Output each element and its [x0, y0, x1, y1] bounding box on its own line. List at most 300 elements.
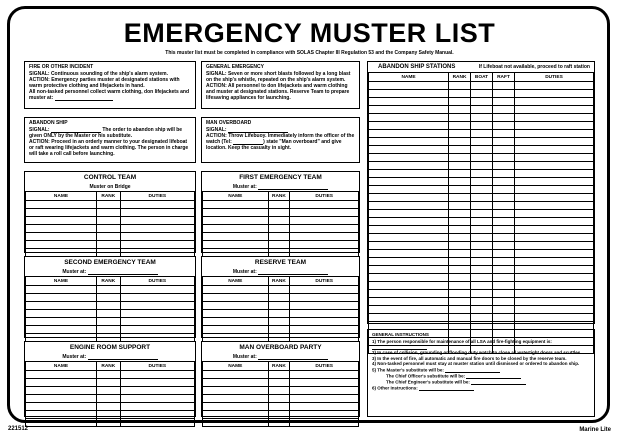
table-cell[interactable] [471, 250, 493, 258]
table-row [203, 233, 359, 241]
team-title: ENGINE ROOM SUPPORT [69, 344, 151, 351]
table-cell[interactable] [449, 170, 471, 178]
table-cell[interactable] [471, 114, 493, 122]
table-cell[interactable] [515, 138, 594, 146]
table-cell[interactable] [493, 226, 515, 234]
table-cell[interactable] [493, 130, 515, 138]
table-cell[interactable] [203, 419, 269, 427]
table-cell[interactable] [493, 186, 515, 194]
table-cell[interactable] [449, 90, 471, 98]
table-cell[interactable] [369, 314, 449, 322]
table-cell[interactable] [268, 294, 290, 302]
table-cell[interactable] [515, 218, 594, 226]
team-muster-field[interactable] [88, 269, 158, 275]
table-cell[interactable] [515, 146, 594, 154]
table-cell[interactable] [96, 294, 120, 302]
team-title: MAN OVERBOARD PARTY [239, 344, 322, 351]
table-cell[interactable] [369, 114, 449, 122]
table-cell[interactable] [120, 201, 194, 209]
table-cell[interactable] [96, 286, 120, 294]
team-col-rank: RANK [268, 277, 290, 286]
table-cell[interactable] [96, 217, 120, 225]
table-cell[interactable] [290, 419, 359, 427]
table-cell[interactable] [268, 241, 290, 249]
table-cell[interactable] [515, 186, 594, 194]
table-cell[interactable] [26, 286, 97, 294]
table-cell[interactable] [96, 395, 120, 403]
table-cell[interactable] [26, 419, 97, 427]
table-cell[interactable] [203, 395, 269, 403]
table-cell[interactable] [120, 310, 194, 318]
table-cell[interactable] [515, 282, 594, 290]
table-cell[interactable] [515, 314, 594, 322]
table-cell[interactable] [471, 258, 493, 266]
table-cell[interactable] [515, 162, 594, 170]
table-cell[interactable] [515, 210, 594, 218]
table-cell[interactable] [369, 194, 449, 202]
table-cell[interactable] [26, 371, 97, 379]
table-cell[interactable] [471, 194, 493, 202]
table-cell[interactable] [471, 290, 493, 298]
table-cell[interactable] [449, 186, 471, 194]
table-cell[interactable] [493, 234, 515, 242]
table-cell[interactable] [471, 130, 493, 138]
table-row [203, 387, 359, 395]
table-cell[interactable] [268, 310, 290, 318]
table-cell[interactable] [493, 298, 515, 306]
table-cell[interactable] [515, 266, 594, 274]
table-cell[interactable] [449, 234, 471, 242]
table-cell[interactable] [120, 209, 194, 217]
table-cell[interactable] [471, 298, 493, 306]
table-cell[interactable] [515, 106, 594, 114]
table-cell[interactable] [96, 411, 120, 419]
table-cell[interactable] [369, 242, 449, 250]
instruction-field[interactable] [419, 385, 474, 391]
table-cell[interactable] [268, 371, 290, 379]
table-cell[interactable] [290, 310, 359, 318]
table-cell[interactable] [471, 138, 493, 146]
table-cell[interactable] [471, 122, 493, 130]
table-row [26, 233, 195, 241]
table-row [203, 201, 359, 209]
table-cell[interactable] [449, 162, 471, 170]
table-cell[interactable] [471, 186, 493, 194]
table-cell[interactable] [369, 226, 449, 234]
table-cell[interactable] [369, 146, 449, 154]
table-cell[interactable] [290, 294, 359, 302]
table-cell[interactable] [369, 122, 449, 130]
table-cell[interactable] [515, 226, 594, 234]
table-cell[interactable] [471, 234, 493, 242]
table-cell[interactable] [493, 282, 515, 290]
table-cell[interactable] [120, 318, 194, 326]
table-cell[interactable] [449, 202, 471, 210]
table-cell[interactable] [268, 326, 290, 334]
table-cell[interactable] [515, 170, 594, 178]
general-instructions-box [367, 329, 595, 417]
table-cell[interactable] [515, 306, 594, 314]
table-cell[interactable] [449, 218, 471, 226]
table-cell[interactable] [471, 202, 493, 210]
table-cell[interactable] [290, 302, 359, 310]
instruction-field[interactable] [471, 379, 526, 385]
table-cell[interactable] [120, 371, 194, 379]
table-cell[interactable] [471, 218, 493, 226]
table-cell[interactable] [515, 194, 594, 202]
table-cell[interactable] [290, 326, 359, 334]
table-cell[interactable] [26, 387, 97, 395]
table-cell[interactable] [203, 310, 269, 318]
table-cell[interactable] [493, 146, 515, 154]
table-cell[interactable] [515, 154, 594, 162]
table-cell[interactable] [96, 379, 120, 387]
table-row [26, 403, 195, 411]
table-cell[interactable] [449, 266, 471, 274]
table-cell[interactable] [26, 225, 97, 233]
table-cell[interactable] [290, 371, 359, 379]
table-cell[interactable] [515, 178, 594, 186]
table-cell[interactable] [120, 294, 194, 302]
team-muster [202, 354, 359, 360]
table-cell[interactable] [268, 411, 290, 419]
table-cell[interactable] [120, 411, 194, 419]
table-cell[interactable] [26, 209, 97, 217]
table-cell[interactable] [493, 162, 515, 170]
team-muster-field[interactable] [258, 269, 328, 275]
table-cell[interactable] [471, 82, 493, 90]
table-cell[interactable] [471, 162, 493, 170]
table-cell[interactable] [203, 302, 269, 310]
table-cell[interactable] [471, 146, 493, 154]
table-cell[interactable] [268, 302, 290, 310]
table-cell[interactable] [449, 194, 471, 202]
team-muster-field[interactable] [258, 184, 328, 190]
table-cell[interactable] [369, 266, 449, 274]
table-cell[interactable] [26, 379, 97, 387]
table-cell[interactable] [515, 122, 594, 130]
table-cell[interactable] [26, 403, 97, 411]
table-cell[interactable] [515, 242, 594, 250]
table-cell[interactable] [471, 170, 493, 178]
table-cell[interactable] [369, 202, 449, 210]
table-cell[interactable] [449, 290, 471, 298]
table-cell[interactable] [449, 146, 471, 154]
table-cell[interactable] [493, 178, 515, 186]
table-cell[interactable] [449, 154, 471, 162]
table-cell[interactable] [493, 114, 515, 122]
table-cell[interactable] [449, 114, 471, 122]
table-cell[interactable] [26, 201, 97, 209]
table-cell[interactable] [203, 318, 269, 326]
table-cell[interactable] [96, 318, 120, 326]
table-cell[interactable] [96, 387, 120, 395]
table-cell[interactable] [369, 98, 449, 106]
table-cell[interactable] [449, 226, 471, 234]
table-cell[interactable] [96, 241, 120, 249]
table-cell[interactable] [515, 130, 594, 138]
table-cell[interactable] [120, 379, 194, 387]
table-cell[interactable] [203, 217, 269, 225]
table-cell[interactable] [203, 201, 269, 209]
team-table [25, 276, 195, 342]
table-cell[interactable] [471, 242, 493, 250]
table-cell[interactable] [290, 379, 359, 387]
table-cell[interactable] [369, 130, 449, 138]
engine-room-support-box [24, 341, 196, 417]
table-row [369, 234, 594, 242]
table-cell[interactable] [471, 274, 493, 282]
table-cell[interactable] [96, 310, 120, 318]
table-cell[interactable] [290, 241, 359, 249]
table-cell[interactable] [493, 306, 515, 314]
table-cell[interactable] [268, 403, 290, 411]
table-cell[interactable] [449, 98, 471, 106]
table-cell[interactable] [369, 178, 449, 186]
team-table [202, 361, 359, 427]
table-cell[interactable] [26, 326, 97, 334]
table-cell[interactable] [369, 138, 449, 146]
table-cell[interactable] [493, 170, 515, 178]
table-cell[interactable] [493, 242, 515, 250]
table-row [26, 379, 195, 387]
team-col-duties: DUTIES [290, 362, 359, 371]
table-cell[interactable] [449, 258, 471, 266]
table-cell[interactable] [493, 194, 515, 202]
table-cell[interactable] [369, 258, 449, 266]
table-cell[interactable] [26, 318, 97, 326]
table-cell[interactable] [493, 250, 515, 258]
table-cell[interactable] [493, 218, 515, 226]
table-cell[interactable] [26, 294, 97, 302]
table-cell[interactable] [493, 290, 515, 298]
table-cell[interactable] [290, 286, 359, 294]
table-cell[interactable] [120, 217, 194, 225]
table-cell[interactable] [26, 395, 97, 403]
team-title: CONTROL TEAM [83, 174, 137, 181]
table-cell[interactable] [290, 387, 359, 395]
table-cell[interactable] [471, 154, 493, 162]
table-cell[interactable] [471, 106, 493, 114]
table-cell[interactable] [369, 234, 449, 242]
table-cell[interactable] [515, 298, 594, 306]
table-cell[interactable] [493, 258, 515, 266]
table-cell[interactable] [471, 210, 493, 218]
table-cell[interactable] [96, 302, 120, 310]
table-cell[interactable] [120, 233, 194, 241]
table-cell[interactable] [203, 379, 269, 387]
table-cell[interactable] [471, 282, 493, 290]
table-cell[interactable] [26, 241, 97, 249]
table-cell[interactable] [268, 395, 290, 403]
table-row [26, 209, 195, 217]
table-cell[interactable] [369, 218, 449, 226]
table-cell[interactable] [493, 274, 515, 282]
table-cell[interactable] [96, 201, 120, 209]
table-cell[interactable] [369, 290, 449, 298]
table-cell[interactable] [26, 411, 97, 419]
team-muster-field[interactable] [88, 354, 158, 360]
table-cell[interactable] [369, 210, 449, 218]
table-cell[interactable] [290, 233, 359, 241]
table-cell[interactable] [493, 210, 515, 218]
table-cell[interactable] [449, 298, 471, 306]
table-cell[interactable] [493, 98, 515, 106]
table-cell[interactable] [268, 209, 290, 217]
table-cell[interactable] [290, 395, 359, 403]
table-cell[interactable] [203, 326, 269, 334]
table-cell[interactable] [493, 138, 515, 146]
table-cell[interactable] [369, 250, 449, 258]
table-cell[interactable] [493, 154, 515, 162]
table-cell[interactable] [96, 209, 120, 217]
table-cell[interactable] [493, 106, 515, 114]
table-cell[interactable] [471, 306, 493, 314]
table-cell[interactable] [449, 250, 471, 258]
table-cell[interactable] [120, 225, 194, 233]
table-cell[interactable] [96, 225, 120, 233]
table-cell[interactable] [493, 314, 515, 322]
table-cell[interactable] [290, 403, 359, 411]
table-cell[interactable] [471, 266, 493, 274]
table-cell[interactable] [203, 294, 269, 302]
team-muster-label: Muster at: [232, 354, 257, 360]
table-cell[interactable] [449, 178, 471, 186]
table-cell[interactable] [493, 202, 515, 210]
table-cell[interactable] [471, 178, 493, 186]
table-cell[interactable] [26, 233, 97, 241]
table-cell[interactable] [515, 290, 594, 298]
table-cell[interactable] [449, 210, 471, 218]
table-cell[interactable] [515, 114, 594, 122]
table-cell[interactable] [515, 98, 594, 106]
table-cell[interactable] [369, 186, 449, 194]
table-cell[interactable] [515, 250, 594, 258]
table-cell[interactable] [369, 106, 449, 114]
table-cell[interactable] [369, 162, 449, 170]
table-cell[interactable] [449, 314, 471, 322]
team-col-duties: DUTIES [290, 192, 359, 201]
table-cell[interactable] [515, 202, 594, 210]
table-cell[interactable] [203, 403, 269, 411]
table-cell[interactable] [290, 411, 359, 419]
table-cell[interactable] [449, 282, 471, 290]
table-cell[interactable] [290, 209, 359, 217]
table-cell[interactable] [203, 411, 269, 419]
table-cell[interactable] [203, 387, 269, 395]
table-cell[interactable] [449, 274, 471, 282]
table-cell[interactable] [203, 225, 269, 233]
table-cell[interactable] [449, 306, 471, 314]
table-cell[interactable] [120, 395, 194, 403]
table-cell[interactable] [493, 122, 515, 130]
table-cell[interactable] [203, 233, 269, 241]
table-row [369, 162, 594, 170]
table-cell[interactable] [290, 217, 359, 225]
table-cell[interactable] [203, 241, 269, 249]
table-row [26, 286, 195, 294]
table-cell[interactable] [449, 138, 471, 146]
table-cell[interactable] [290, 318, 359, 326]
table-cell[interactable] [268, 225, 290, 233]
table-cell[interactable] [120, 419, 194, 427]
table-cell[interactable] [493, 266, 515, 274]
table-cell[interactable] [96, 403, 120, 411]
table-cell[interactable] [369, 306, 449, 314]
table-cell[interactable] [449, 242, 471, 250]
team-muster-field[interactable] [258, 354, 328, 360]
team-col-rank: RANK [268, 192, 290, 201]
abandon-heading: ABANDON SHIP [29, 120, 68, 126]
table-cell[interactable] [449, 130, 471, 138]
table-cell[interactable] [449, 106, 471, 114]
table-cell[interactable] [515, 274, 594, 282]
table-cell[interactable] [471, 98, 493, 106]
table-cell[interactable] [268, 286, 290, 294]
table-cell[interactable] [471, 90, 493, 98]
table-cell[interactable] [120, 403, 194, 411]
table-cell[interactable] [369, 274, 449, 282]
table-row [369, 130, 594, 138]
table-cell[interactable] [268, 387, 290, 395]
table-cell[interactable] [203, 371, 269, 379]
table-cell[interactable] [268, 201, 290, 209]
table-cell[interactable] [120, 387, 194, 395]
table-cell[interactable] [96, 371, 120, 379]
table-cell[interactable] [449, 122, 471, 130]
table-cell[interactable] [203, 286, 269, 294]
fire-muster-field[interactable] [55, 95, 113, 101]
table-cell[interactable] [120, 286, 194, 294]
table-cell[interactable] [369, 154, 449, 162]
table-cell[interactable] [268, 419, 290, 427]
table-cell[interactable] [493, 82, 515, 90]
table-cell[interactable] [268, 233, 290, 241]
table-cell[interactable] [203, 209, 269, 217]
table-cell[interactable] [493, 90, 515, 98]
table-cell[interactable] [369, 298, 449, 306]
table-cell[interactable] [268, 217, 290, 225]
table-cell[interactable] [515, 234, 594, 242]
table-cell[interactable] [515, 82, 594, 90]
table-cell[interactable] [96, 419, 120, 427]
table-cell[interactable] [369, 90, 449, 98]
table-cell[interactable] [96, 326, 120, 334]
table-cell[interactable] [120, 302, 194, 310]
table-cell[interactable] [515, 258, 594, 266]
man-overboard-box [201, 117, 360, 163]
table-cell[interactable] [369, 82, 449, 90]
table-cell[interactable] [290, 225, 359, 233]
table-cell[interactable] [268, 318, 290, 326]
table-cell[interactable] [26, 302, 97, 310]
table-cell[interactable] [120, 241, 194, 249]
mob-signal-label: SIGNAL: [206, 127, 227, 133]
table-cell[interactable] [515, 90, 594, 98]
table-cell[interactable] [471, 314, 493, 322]
table-cell[interactable] [268, 379, 290, 387]
table-cell[interactable] [369, 170, 449, 178]
table-cell[interactable] [120, 326, 194, 334]
table-cell[interactable] [26, 310, 97, 318]
table-cell[interactable] [96, 233, 120, 241]
table-cell[interactable] [290, 201, 359, 209]
team-col-duties: DUTIES [120, 192, 194, 201]
table-cell[interactable] [449, 82, 471, 90]
table-cell[interactable] [369, 282, 449, 290]
table-cell[interactable] [471, 226, 493, 234]
table-cell[interactable] [26, 217, 97, 225]
